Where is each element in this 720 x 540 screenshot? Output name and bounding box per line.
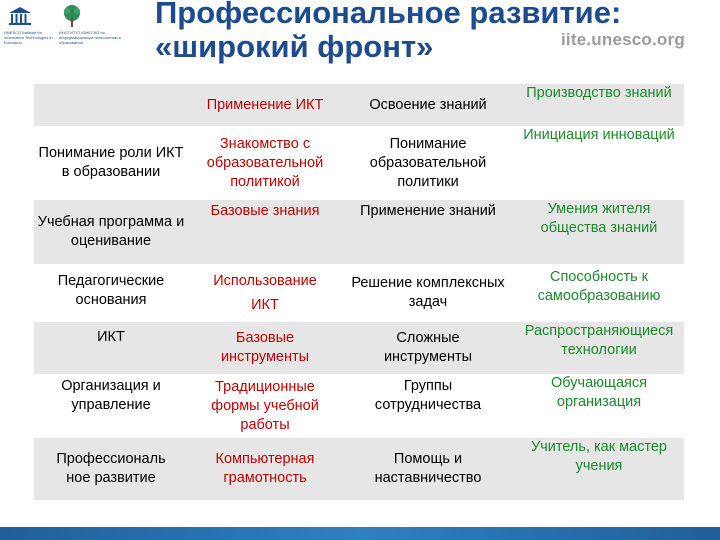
- unesco-iite-logo: [2, 4, 147, 64]
- table-cell: Традиционные формы учебной работы: [211, 378, 319, 433]
- table-header-cell: Применение ИКТ: [206, 96, 324, 113]
- table-cell: Понимание образовательной политики: [369, 135, 487, 190]
- table-cell: Организация и управление: [61, 378, 161, 413]
- table-cell: Обучающаяся организация: [551, 375, 647, 410]
- footer-bar: [0, 527, 720, 540]
- table-cell: Компьютерная грамотность: [215, 451, 315, 486]
- table-header-cell: Производство знаний: [526, 85, 672, 101]
- table-cell: Способность к самообразованию: [537, 269, 661, 304]
- table-row: [34, 322, 684, 374]
- table-header-cell: Освоение знаний: [369, 96, 487, 113]
- table-cell: Знакомство с образовательной политикой: [206, 135, 324, 190]
- table-cell: Использование ИКТ: [213, 273, 317, 313]
- table-row: [34, 374, 684, 438]
- table-cell: Учебная программа и оценивание: [37, 214, 185, 249]
- site-url[interactable]: iite.unesco.org: [561, 30, 685, 49]
- page-title: Профессиональное развитие: «широкий фронт»: [155, 0, 622, 64]
- logo-text-right: ИНСТИТУТ ЮНЕСКО по информационным технологиям в образовании: [59, 30, 121, 45]
- table-cell: Применение знаний: [360, 203, 496, 219]
- table-cell: Группы сотрудничества: [374, 378, 482, 413]
- table-cell: Инициация инноваций: [523, 127, 675, 143]
- table-cell: Базовые инструменты: [220, 330, 310, 365]
- table-cell: Решение комплексных задач: [351, 275, 505, 310]
- table-cell: Учитель, как мастер учения: [531, 439, 667, 474]
- table-header-cell: [34, 84, 188, 126]
- table-cell: Помощь и наставничество: [374, 451, 482, 486]
- table-cell: Распространяющиеся технологии: [524, 323, 674, 358]
- table-cell: Профессиональ ное развитие: [56, 451, 166, 486]
- logo-text-left: UNESCO Institute for Information Technologies in Education: [4, 30, 53, 45]
- tree-icon: [60, 4, 84, 28]
- table-row: [34, 200, 684, 264]
- table-row: [34, 438, 684, 500]
- table-cell: Умения жителя общества знаний: [540, 201, 658, 236]
- table-cell: Базовые знания: [210, 203, 320, 219]
- table-row: [34, 126, 684, 200]
- table-cell: Педагогические основания: [57, 273, 165, 308]
- table-row: [34, 264, 684, 322]
- table-header-row: [34, 84, 684, 126]
- table-cell: Понимание роли ИКТ в образовании: [38, 145, 184, 180]
- table-cell: ИКТ: [97, 329, 125, 345]
- table-cell: Сложные инструменты: [383, 330, 473, 365]
- unesco-temple-icon: [8, 6, 32, 26]
